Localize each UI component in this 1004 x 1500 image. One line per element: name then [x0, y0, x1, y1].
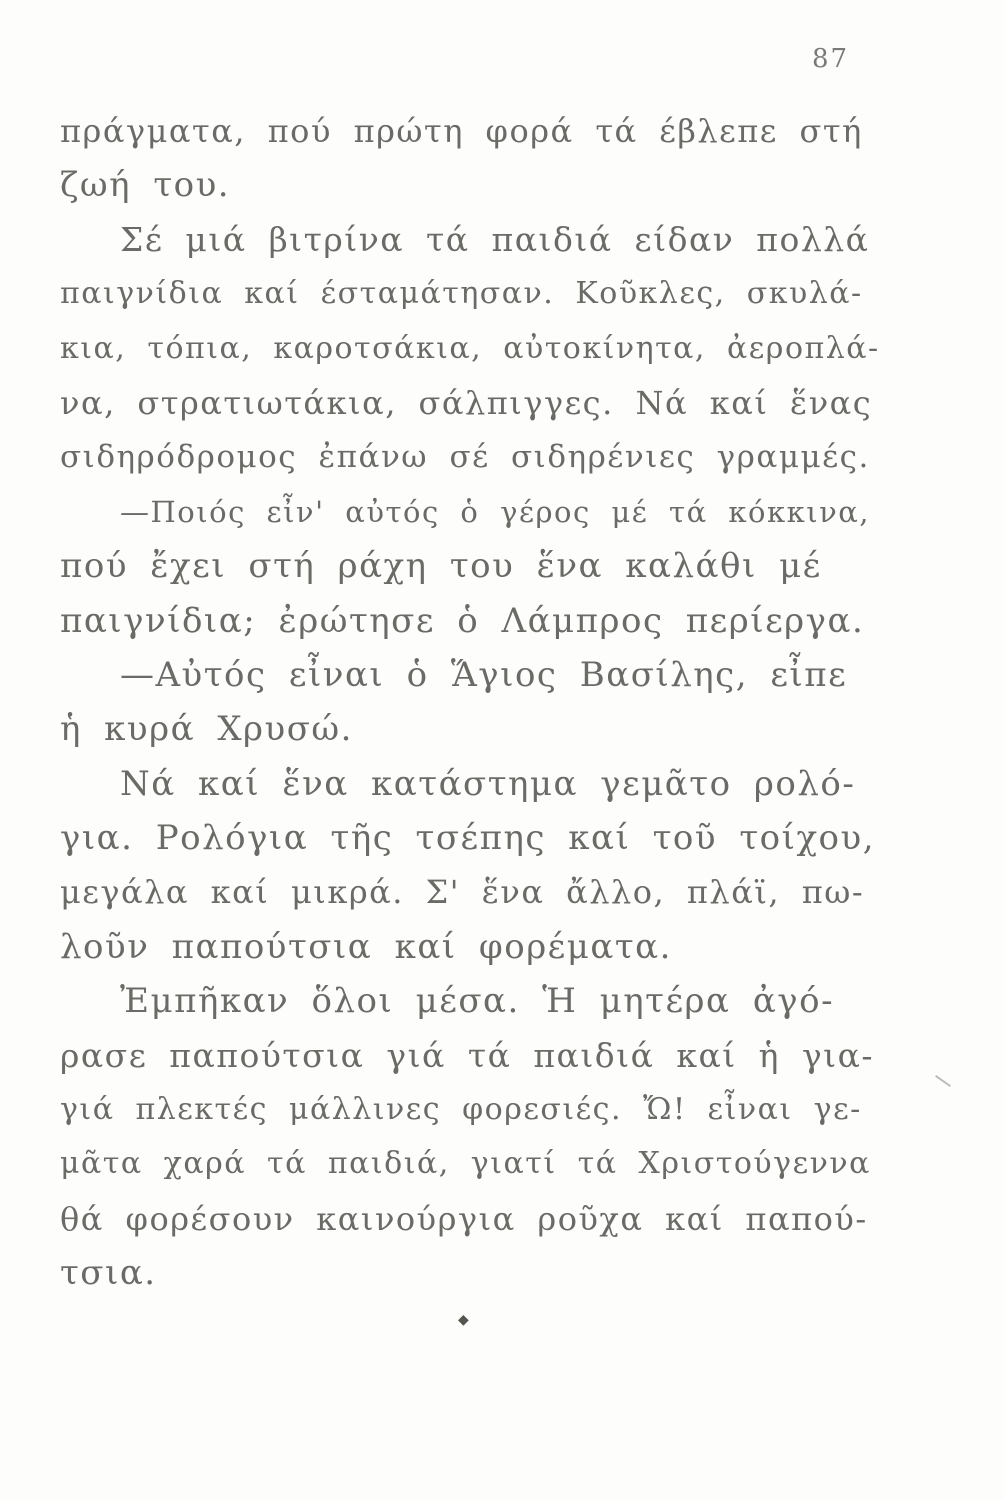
text-line: —Ποιός εἶν' αὐτός ὁ γέρος μέ τά κόκκινα, — [120, 494, 871, 529]
text-line: κια, τόπια, καροτσάκια, αὐτοκίνητα, ἀεροπλά- — [60, 330, 880, 366]
text-line: ρασε παπούτσια γιά τά παιδιά καί ἡ για- — [60, 1035, 875, 1075]
text-line: πού ἔχει στή ράχη του ἕνα καλάθι μέ — [60, 546, 822, 587]
text-line: θά φορέσουν καινούργια ροῦχα καί παπού- — [60, 1199, 868, 1238]
text-line: τσια. — [60, 1253, 157, 1294]
text-line: Σέ μιά βιτρίνα τά παιδιά είδαν πολλά — [120, 219, 870, 259]
text-line: σιδηρόδρομος ἐπάνω σέ σιδηρένιες γραμμές. — [60, 439, 870, 476]
body-text — [60, 104, 880, 1301]
text-line: —Αὐτός εἶναι ὁ Ἅγιος Βασίλης, εἶπε — [120, 654, 848, 695]
text-line: γιά πλεκτές μάλλινες φορεσιές. Ὤ! εἶναι γε- — [60, 1092, 862, 1128]
text-line: πράγματα, πού πρώτη φορά τά έβλεπε στή — [60, 112, 863, 150]
stray-mark — [935, 1075, 951, 1087]
text-line: για. Ρολόγια τῆς τσέπης καί τοῦ τοίχου, — [60, 818, 876, 859]
text-line: λοῦν παπούτσια καί φορέματα. — [60, 926, 672, 967]
text-line: να, στρατιωτάκια, σάλπιγγες. Νά καί ἕνας — [60, 383, 873, 422]
text-line: μᾶτα χαρά τά παιδιά, γιατί τά Χριστούγεννα — [60, 1146, 871, 1182]
text-line: παιγνίδια καί έσταμάτησαν. Κοῦκλες, σκυλά- — [60, 276, 863, 312]
text-line: Νά καί ἕνα κατάστημα γεμᾶτο ρολό- — [120, 763, 856, 804]
ornament-mark: ◆ — [458, 1312, 469, 1328]
text-line: ζωή του. — [60, 165, 231, 206]
text-line: Ἐμπῆκαν ὅλοι μέσα. Ἡ μητέρα ἀγό- — [120, 981, 835, 1022]
text-line: μεγάλα καί μικρά. Σ' ἕνα ἄλλο, πλάϊ, πω- — [60, 873, 865, 912]
text-line: παιγνίδια; ἐρώτησε ὁ Λάμπρος περίεργα. — [60, 600, 865, 641]
page-number: 87 — [812, 44, 850, 74]
text-line: ἡ κυρά Χρυσώ. — [60, 709, 353, 750]
